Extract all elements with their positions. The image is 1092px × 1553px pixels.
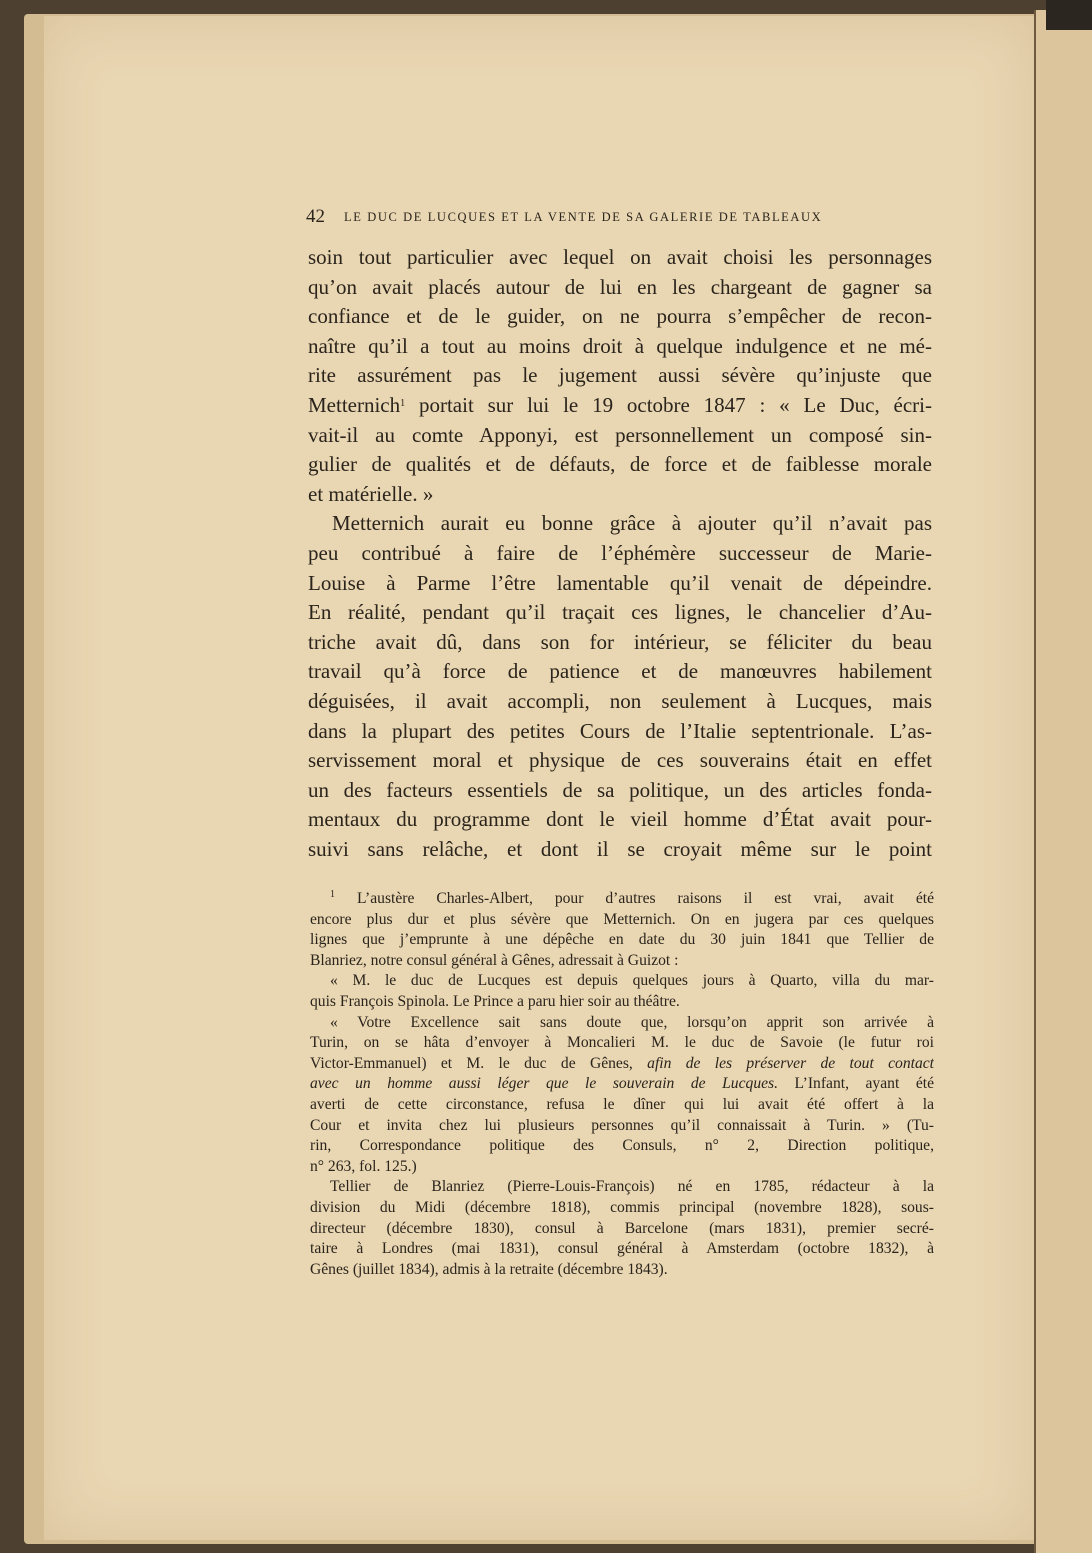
text-line: rite assurément pas le jugement aussi sévère qu’injuste que xyxy=(308,363,932,388)
text-line: confiance et de le guider, on ne pourra s’empêcher de recon- xyxy=(308,304,932,329)
text-line: déguisées, il avait accompli, non seulement à Lucques, mais xyxy=(308,688,932,713)
text-fragment: Metternich xyxy=(308,392,401,417)
footnote-line: taire à Londres (mai 1831), consul général à Amsterdam (octobre 1832), à xyxy=(310,1240,934,1258)
footnote-line: Cour et invita chez lui plusieurs personnes qu’il connaissait à Turin. » (Tu- xyxy=(310,1116,934,1134)
footnote-italic: avec un homme aussi léger que le souverain de Lucques. xyxy=(310,1075,779,1093)
text-line: naître qu’il a tout au moins droit à quelque indulgence et ne mé- xyxy=(308,333,932,358)
footnote-line: rin, Correspondance politique des Consuls, n° 2, Direction politique, xyxy=(310,1137,934,1155)
text-line: servissement moral et physique de ces souverains était en effet xyxy=(308,748,932,773)
text-line-with-footnote xyxy=(308,391,932,421)
text-line: dans la plupart des petites Cours de l’Italie septentrionale. L’as- xyxy=(308,718,932,743)
footnote-line: Blanriez, notre consul général à Gênes, adressait à Guizot : xyxy=(310,951,679,969)
footnote-italic: afin de les préserver de tout contact xyxy=(647,1054,934,1072)
text-line: triche avait dû, dans son for intérieur, se féliciter du beau xyxy=(308,629,932,654)
text-line: suivi sans relâche, et dont il se croyait même sur le point xyxy=(308,836,932,861)
footnote-line xyxy=(310,889,934,910)
text-line: qu’on avait placés autour de lui en les chargeant de gagner sa xyxy=(308,274,932,299)
footnote-line: directeur (décembre 1830), consul à Barcelone (mars 1831), premier secré- xyxy=(310,1219,934,1237)
footnote-line: « Votre Excellence sait sans doute que, lorsqu’on apprit son arrivée à xyxy=(330,1013,934,1031)
footnote-line xyxy=(310,1054,934,1075)
text-line: travail qu’à force de patience et de manœuvres habilement xyxy=(308,659,932,684)
text-fragment: portait sur lui le 19 octobre 1847 : « Le Duc, écri- xyxy=(405,392,932,417)
text-line: peu contribué à faire de l’éphémère successeur de Marie- xyxy=(308,540,932,565)
text-line: gulier de qualités et de défauts, de force et de faiblesse morale xyxy=(308,452,932,477)
footnote-line: division du Midi (décembre 1818), commis principal (novembre 1828), sous- xyxy=(310,1198,934,1216)
page-header xyxy=(306,206,936,230)
footnote-number: 1 xyxy=(330,889,335,900)
page-number: 42 xyxy=(306,206,325,227)
scan-corner xyxy=(1046,0,1092,30)
footnotes xyxy=(310,889,934,1280)
facing-page-edge xyxy=(1034,10,1092,1553)
footnote-line: Gênes (juillet 1834), admis à la retraite (décembre 1843). xyxy=(310,1260,668,1278)
text-line: vait-il au comte Apponyi, est personnellement un composé sin- xyxy=(308,422,932,447)
footnote-text: L’Infant, ayant été xyxy=(778,1075,934,1093)
text-line: En réalité, pendant qu’il traçait ces lignes, le chancelier d’Au- xyxy=(308,600,932,625)
text-line: Louise à Parme l’être lamentable qu’il venait de dépeindre. xyxy=(308,570,932,595)
text-line: un des facteurs essentiels de sa politique, un des articles fonda- xyxy=(308,777,932,802)
text-line: soin tout particulier avec lequel on avait choisi les personnages xyxy=(308,245,932,269)
footnote-line: encore plus dur et plus sévère que Metternich. On en jugera par ces quelques xyxy=(310,910,934,928)
footnote-line xyxy=(310,1074,934,1095)
text-line: et matérielle. » xyxy=(308,481,434,506)
text-line: mentaux du programme dont le vieil homme d’État avait pour- xyxy=(308,807,932,832)
footnote-line: lignes que j’emprunte à une dépêche en date du 30 juin 1841 que Tellier de xyxy=(310,931,934,949)
footnote-line: Tellier de Blanriez (Pierre-Louis-François) né en 1785, rédacteur à la xyxy=(330,1178,934,1196)
footnote-line: quis François Spinola. Le Prince a paru hier soir au théâtre. xyxy=(310,992,680,1010)
running-title: LE DUC DE LUCQUES ET LA VENTE DE SA GALERIE DE TABLEAUX xyxy=(344,210,823,224)
footnote-line: averti de cette circonstance, refusa le dîner qui lui avait été offert à la xyxy=(310,1095,934,1113)
footnote-marker: 1 xyxy=(400,397,406,409)
body-text xyxy=(308,243,932,864)
text-line: Metternich aurait eu bonne grâce à ajouter qu’il n’avait pas xyxy=(332,511,932,536)
footnote-line: Turin, on se hâta d’envoyer à Moncalieri M. le duc de Savoie (le futur roi xyxy=(310,1034,934,1052)
footnote-line: n° 263, fol. 125.) xyxy=(310,1157,417,1175)
footnote-line: « M. le duc de Lucques est depuis quelques jours à Quarto, villa du mar- xyxy=(330,972,934,990)
footnote-text: L’austère Charles-Albert, pour d’autres raisons il est vrai, avait été xyxy=(356,890,934,907)
footnote-text: Victor-Emmanuel) et M. le duc de Gênes, xyxy=(310,1054,633,1072)
